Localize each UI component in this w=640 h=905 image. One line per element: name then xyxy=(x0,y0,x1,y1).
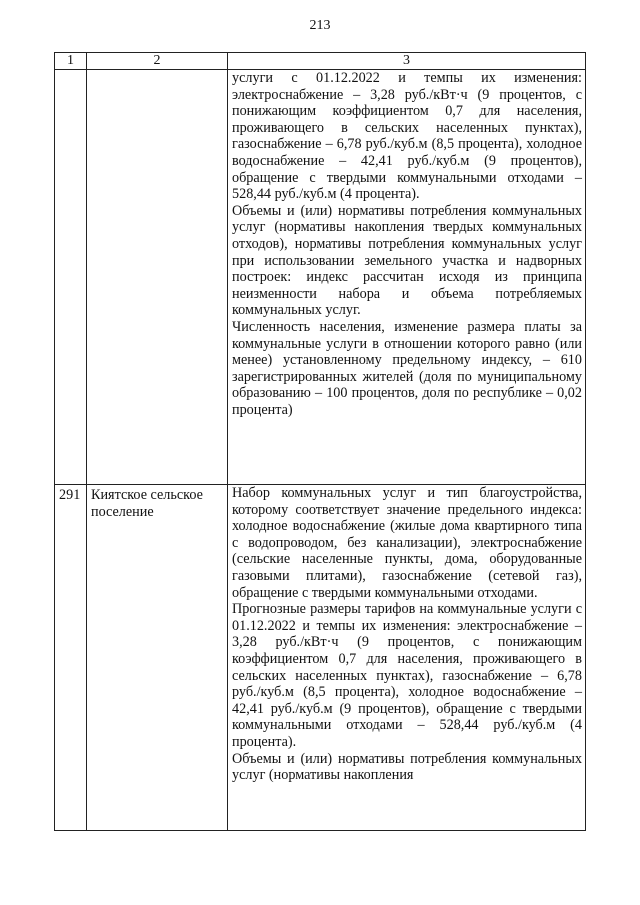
description-cell xyxy=(228,70,586,485)
page-number: 213 xyxy=(309,18,331,33)
table-header-row xyxy=(55,53,586,70)
description-paragraph: Численность населения, изменение размера платы за коммунальные услуги в отношении которого равно (или менее) установленному предельному индексу, – 610 зарегистрированных жителей (доля по муниципальному образованию – 100 процентов, доля по республике – 0,02 процента) xyxy=(232,318,582,418)
header-col-2: 2 xyxy=(87,53,228,70)
description-paragraph: Объемы и (или) нормативы потребления коммунальных услуг (нормативы накопления твердых коммунальных отходов), нормативы потребления коммунальных услуг при использовании земельного участка и надворных построек: индекс рассчитан исходя из принципа неизменности набора и объема потребляемых коммунальных услуг. xyxy=(232,202,582,319)
description-paragraph: Набор коммунальных услуг и тип благоустройства, которому соответствует значение предельного индекса: холодное водоснабжение (жилые дома квартирного типа с водопроводом, без канализации), электроснабжение (сельские населенные пункты, дома, оборудованные газовыми плитами), газоснабжение (сетевой газ), обращение с твердыми коммунальными отходами. xyxy=(232,485,582,601)
table-row xyxy=(55,485,586,831)
municipality-name-cell xyxy=(87,70,228,485)
header-col-1: 1 xyxy=(55,53,87,70)
description-paragraph: Объемы и (или) нормативы потребления коммунальных услуг (нормативы накопления xyxy=(232,750,582,784)
row-number-cell: 291 xyxy=(55,485,87,831)
description-paragraph: услуги с 01.12.2022 и темпы их изменения: электроснабжение – 3,28 руб./кВт·ч (9 процентов, с понижающим коэффициентом 0,7 для населения, проживающего в сельских населенных пунктах), газоснабжение – 6,78 руб./куб.м (8,5 процента), холодное водоснабжение – 42,41 руб./куб.м (9 процентов), обращение с твердыми коммунальными отходами – 528,44 руб./куб.м (4 процента). xyxy=(232,70,582,203)
description-paragraph: Прогнозные размеры тарифов на коммунальные услуги с 01.12.2022 и темпы их изменения: электроснабжение – 3,28 руб./кВт·ч (9 процентов, с понижающим коэффициентом 0,7 для населения, проживающего в сельских населенных пунктах), газоснабжение – 6,78 руб./куб.м (8,5 процента), холодное водоснабжение – 42,41 руб./куб.м (9 процентов), обращение с твердыми коммунальными отходами – 528,44 руб./куб.м (4 процента). xyxy=(232,601,582,750)
header-col-3: 3 xyxy=(228,53,586,70)
description-cell xyxy=(228,485,586,831)
row-number-cell xyxy=(55,70,87,485)
municipality-name-cell: Киятское сельское поселение xyxy=(87,485,228,831)
document-table xyxy=(54,52,586,831)
table-row xyxy=(55,70,586,485)
